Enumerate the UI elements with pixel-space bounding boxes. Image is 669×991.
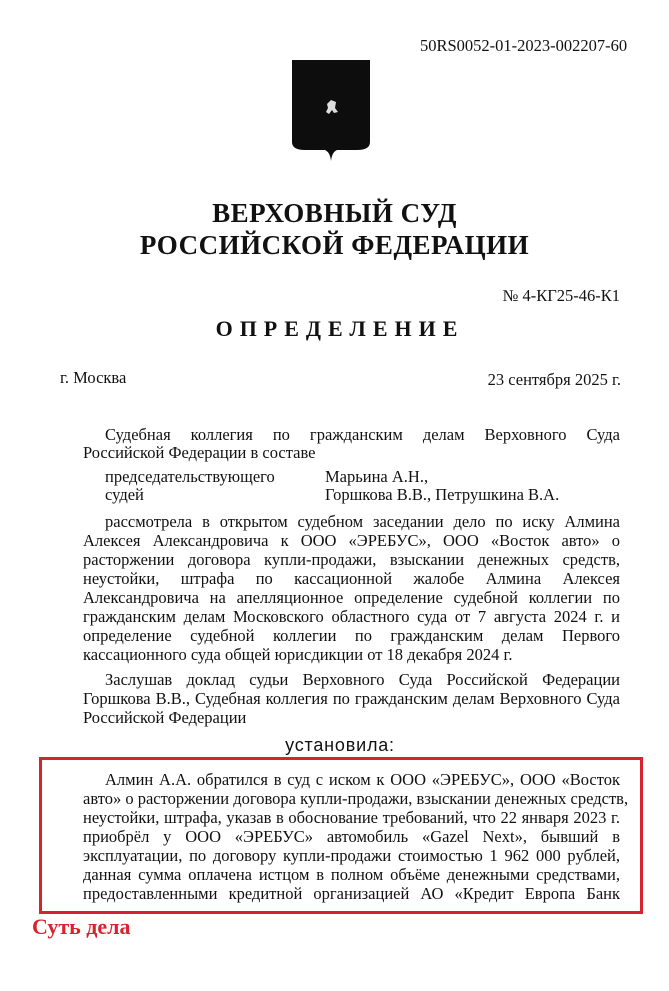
highlight-line: авто» о расторжении договора купли-продажи, взыскании денежных средств, (83, 789, 629, 808)
presiding-label: председательствующего (105, 467, 275, 486)
paragraph-line: Алексея Александровича к ООО «ЭРЕБУС», ООО «Восток авто» о (83, 531, 620, 550)
highlight-line: предоставленными кредитной организацией АО «Кредит Европа Банк (83, 884, 620, 903)
paragraph-line: расторжении договора купли-продажи, взыскании денежных средств, (83, 550, 620, 569)
coat-of-arms-icon (291, 58, 371, 162)
presiding-judge: Марьина А.Н., (325, 467, 429, 486)
paragraph-line: кассационного суда общей юрисдикции от 18 декабря 2024 г. (83, 645, 513, 664)
decision-date: 23 сентября 2025 г. (487, 370, 621, 389)
paragraph-line: определение судебной коллегии по гражданским делам Первого (83, 626, 620, 645)
paragraph-line: Александровича на апелляционное определение судебной коллегии по (83, 588, 620, 607)
judges-label: судей (105, 485, 144, 504)
court-name-line2: РОССИЙСКОЙ ФЕДЕРАЦИИ (139, 230, 530, 260)
document-type: ОПРЕДЕЛЕНИЕ (215, 316, 465, 341)
court-name-line1: ВЕРХОВНЫЙ СУД (212, 198, 457, 228)
highlight-line: неустойки, штрафа, указав в обоснование требований, что 22 января 2023 г. (83, 808, 620, 827)
annotation-label: Суть дела (32, 914, 131, 939)
case-uid: 50RS0052-01-2023-002207-60 (420, 36, 628, 55)
judges: Горшкова В.В., Петрушкина В.А. (325, 485, 560, 504)
city: г. Москва (60, 368, 127, 387)
highlight-line: Алмин А.А. обратился в суд с иском к ООО «ЭРЕБУС», ООО «Восток (105, 770, 620, 789)
paragraph-line: рассмотрела в открытом судебном заседании дело по иску Алмина (105, 512, 620, 531)
paragraph-line: гражданским делам Московского областного суда от 7 августа 2024 г. и (83, 607, 620, 626)
composition-line: Судебная коллегия по гражданским делам Верховного Суда (105, 425, 620, 444)
highlight-line: эксплуатации, по договору купли-продажи стоимостью 1 962 000 рублей, (83, 846, 620, 865)
paragraph-line: Российской Федерации (83, 708, 247, 727)
established-heading: установила: (285, 735, 395, 755)
highlight-line: данная сумма оплачена истцом в полном объёме денежными средствами, (83, 865, 620, 884)
paragraph-line: неустойки, штрафа по кассационной жалобе Алмина Алексея (83, 569, 620, 588)
paragraph-line: Горшкова В.В., Судебная коллегия по гражданским делам Верховного Суда (83, 689, 620, 708)
composition-line: Российской Федерации в составе (83, 443, 316, 462)
paragraph-line: Заслушав доклад судьи Верховного Суда Российской Федерации (105, 670, 620, 689)
highlight-line: приобрёл у ООО «ЭРЕБУС» автомобиль «Gazel Next», бывший в (83, 827, 620, 846)
case-number: № 4-КГ25-46-К1 (502, 286, 620, 305)
